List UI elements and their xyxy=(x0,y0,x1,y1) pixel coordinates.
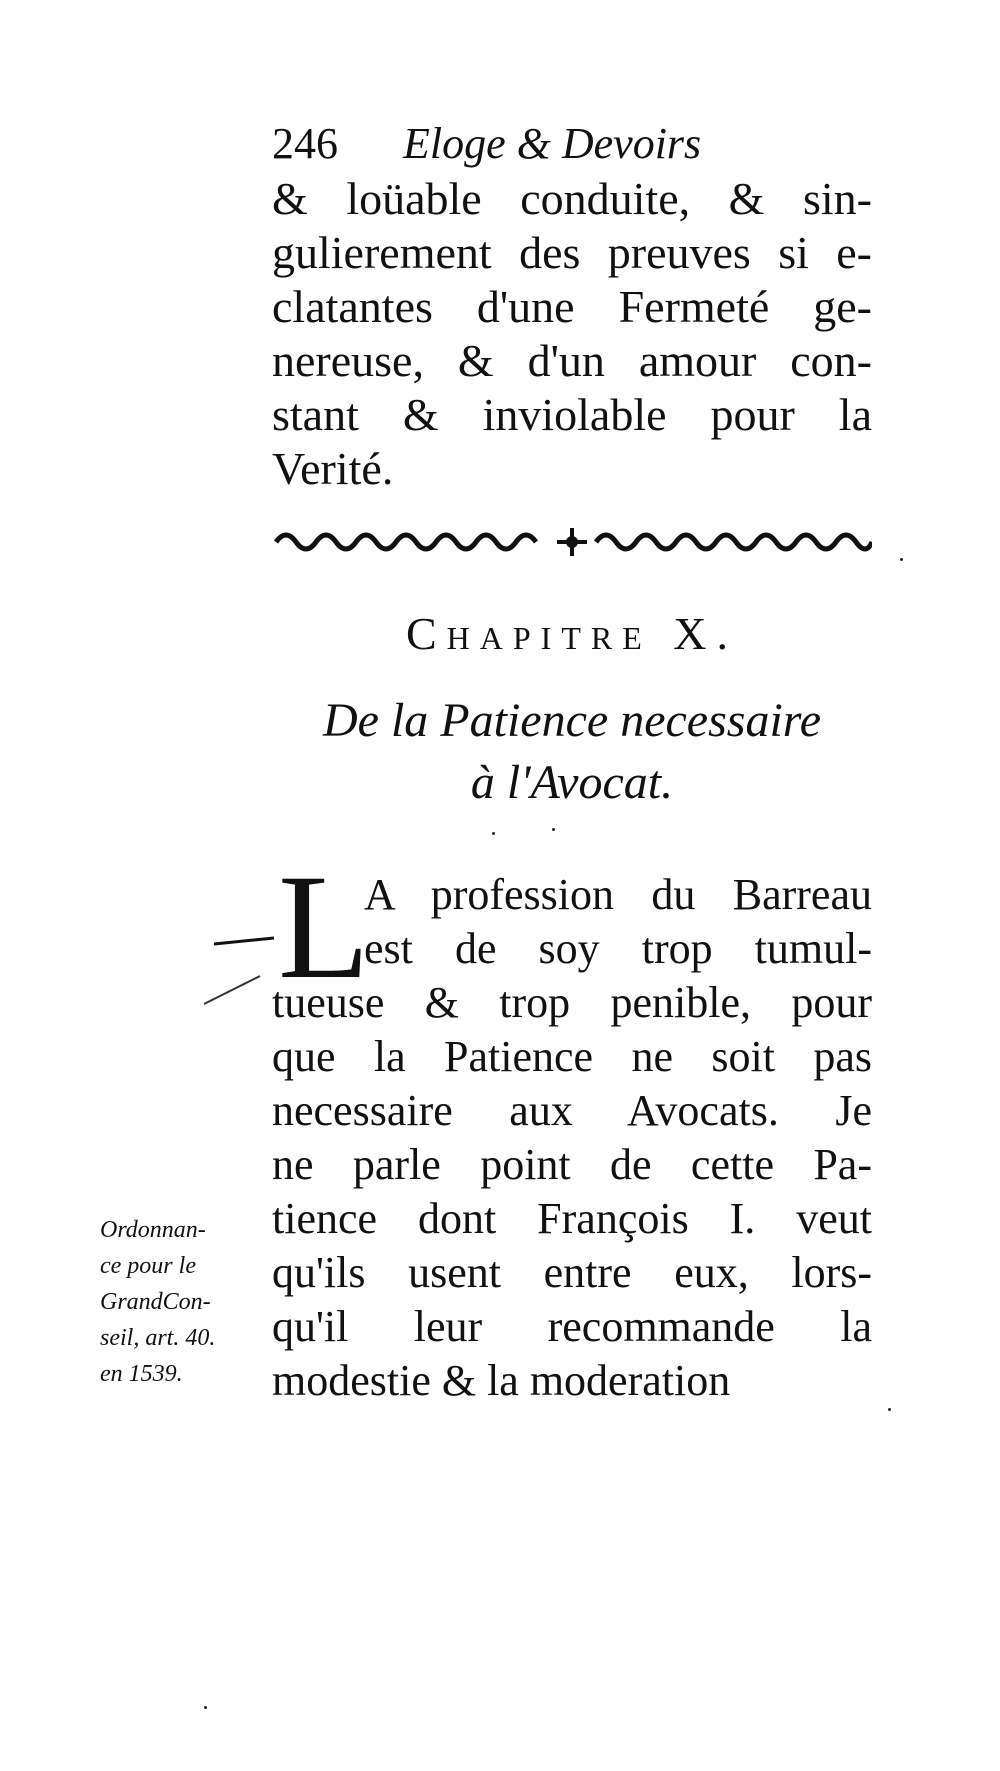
chapter-subtitle xyxy=(272,690,872,814)
text-line: ne parle point de cette Pa- xyxy=(272,1140,872,1189)
body-paragraph xyxy=(272,868,872,1408)
text-line: Verité. xyxy=(272,443,394,494)
chapter-heading: Chapitre X. xyxy=(405,608,738,659)
margin-note-line: GrandCon- xyxy=(100,1289,211,1315)
drop-cap: L xyxy=(278,844,370,1010)
text-line: necessaire aux Avocats. Je xyxy=(272,1086,872,1135)
page-number: 246 xyxy=(272,119,338,168)
page-speck xyxy=(204,1706,207,1709)
page-speck xyxy=(888,1408,891,1411)
running-title: Eloge & Devoirs xyxy=(403,119,702,168)
margin-note xyxy=(100,1212,270,1392)
ornament-rule xyxy=(272,524,872,560)
text-line: A profession du Barreau xyxy=(364,870,872,919)
margin-note-line: en 1539. xyxy=(100,1361,183,1387)
text-line: nereuse, & d'un amour con- xyxy=(272,335,872,386)
running-head xyxy=(272,118,752,170)
text-line: stant & inviolable pour la xyxy=(272,389,872,440)
text-line: clatantes d'une Fermeté ge- xyxy=(272,281,872,332)
text-line: est de soy trop tumul- xyxy=(364,924,872,973)
text-line: que la Patience ne soit pas xyxy=(272,1032,872,1081)
text-line: qu'il leur recommande la xyxy=(272,1302,872,1351)
text-line: qu'ils usent entre eux, lors- xyxy=(272,1248,872,1297)
section-dots xyxy=(492,826,572,842)
chapter-subtitle-line: à l'Avocat. xyxy=(470,756,674,809)
margin-note-line: ce pour le xyxy=(100,1253,196,1279)
text-line: tueuse & trop penible, pour xyxy=(272,978,872,1027)
text-line: tience dont François I. veut xyxy=(272,1194,872,1243)
opening-paragraph xyxy=(272,172,872,496)
margin-note-line: seil, art. 40. xyxy=(100,1325,216,1351)
chapter-subtitle-line: De la Patience necessaire xyxy=(322,694,822,747)
text-line: & loüable conduite, & sin- xyxy=(272,173,872,224)
page-speck xyxy=(900,558,903,561)
text-line: modestie & la moderation xyxy=(272,1356,731,1405)
margin-note-line: Ordonnan- xyxy=(100,1217,206,1243)
text-line: gulierement des preuves si e- xyxy=(272,227,872,278)
